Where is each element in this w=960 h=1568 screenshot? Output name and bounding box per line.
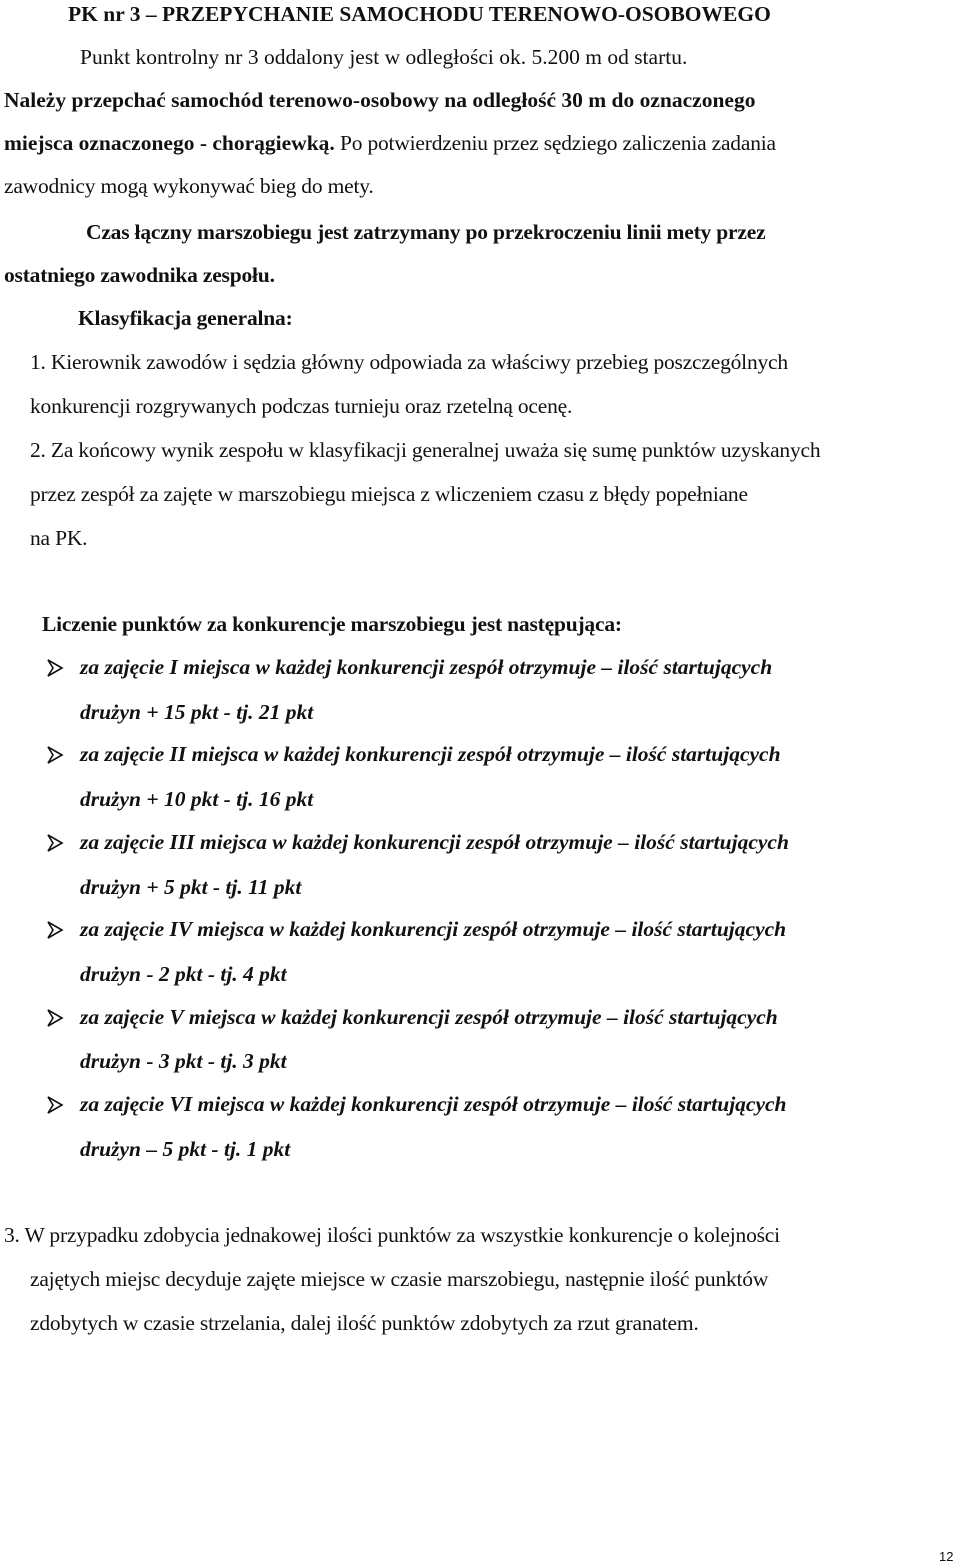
points-item-2-line-2: drużyn + 10 pkt - tj. 16 pkt: [80, 787, 314, 811]
points-item-6-line-1: za zajęcie VI miejsca w każdej konkurencji zespół otrzymuje – ilość startujących: [80, 1092, 787, 1116]
tiebreak-line-2: zajętych miejsc decyduje zajęte miejsce w czasie marszobiegu, następnie ilość punktów: [30, 1267, 769, 1291]
tiebreak-line-1: 3. W przypadku zdobycia jednakowej ilości punktów za wszystkie konkurencje o kolejności: [4, 1223, 780, 1247]
points-item-4-line-2: drużyn - 2 pkt - tj. 4 pkt: [80, 962, 287, 986]
rule-2-line-2: przez zespół za zajęte w marszobiegu miejsca z wliczeniem czasu z błędy popełniane: [30, 482, 748, 506]
page-number: 12: [939, 1549, 954, 1564]
points-item-5-line-2: drużyn - 3 pkt - tj. 3 pkt: [80, 1049, 287, 1073]
points-item-2-line-1: za zajęcie II miejsca w każdej konkurencji zespół otrzymuje – ilość startujących: [80, 742, 781, 766]
time-note-line-1: Czas łączny marszobiegu jest zatrzymany po przekroczeniu linii mety przez: [86, 220, 766, 244]
arrowhead-bullet-icon: [46, 921, 64, 939]
points-item-6-line-2: drużyn – 5 pkt - tj. 1 pkt: [80, 1137, 291, 1161]
rule-1-line-1: 1. Kierownik zawodów i sędzia główny odpowiada za właściwy przebieg poszczególnych: [30, 350, 788, 374]
intro-line-1: Punkt kontrolny nr 3 oddalony jest w odległości ok. 5.200 m od startu.: [80, 45, 688, 69]
arrowhead-bullet-icon: [46, 834, 64, 852]
rule-1-line-2: konkurencji rozgrywanych podczas turnieju oraz rzetelną ocenę.: [30, 394, 573, 418]
intro-line-4: zawodnicy mogą wykonywać bieg do mety.: [4, 174, 374, 198]
arrowhead-bullet-icon: [46, 659, 64, 677]
points-item-1-line-2: drużyn + 15 pkt - tj. 21 pkt: [80, 700, 314, 724]
tiebreak-line-3: zdobytych w czasie strzelania, dalej ilość punktów zdobytych za rzut granatem.: [30, 1311, 699, 1335]
classification-title: Klasyfikacja generalna:: [78, 306, 293, 330]
points-title: Liczenie punktów za konkurencje marszobiegu jest następująca:: [42, 612, 622, 636]
points-item-3-line-1: za zajęcie III miejsca w każdej konkurencji zespół otrzymuje – ilość startujących: [80, 830, 789, 854]
intro-line-3-rest: Po potwierdzeniu przez sędziego zaliczenia zadania: [334, 131, 776, 155]
intro-line-3-bold: miejsca oznaczonego - chorągiewką.: [4, 131, 335, 155]
arrowhead-bullet-icon: [46, 746, 64, 764]
rule-2-line-3: na PK.: [30, 526, 88, 550]
points-item-5-line-1: za zajęcie V miejsca w każdej konkurencji zespół otrzymuje – ilość startujących: [80, 1005, 778, 1029]
time-note-line-2: ostatniego zawodnika zespołu.: [4, 263, 275, 287]
arrowhead-bullet-icon: [46, 1009, 64, 1027]
points-item-4-line-1: za zajęcie IV miejsca w każdej konkurencji zespół otrzymuje – ilość startujących: [80, 917, 787, 941]
rule-2-line-1: 2. Za końcowy wynik zespołu w klasyfikacji generalnej uważa się sumę punktów uzyskanych: [30, 438, 821, 462]
arrowhead-bullet-icon: [46, 1096, 64, 1114]
intro-line-2: Należy przepchać samochód terenowo-osobowy na odległość 30 m do oznaczonego: [4, 88, 756, 112]
points-item-1-line-1: za zajęcie I miejsca w każdej konkurencji zespół otrzymuje – ilość startujących: [80, 655, 773, 679]
points-item-3-line-2: drużyn + 5 pkt - tj. 11 pkt: [80, 875, 302, 899]
intro-line-3: [4, 133, 776, 155]
page-heading: PK nr 3 – PRZEPYCHANIE SAMOCHODU TERENOWO-OSOBOWEGO: [68, 2, 771, 26]
